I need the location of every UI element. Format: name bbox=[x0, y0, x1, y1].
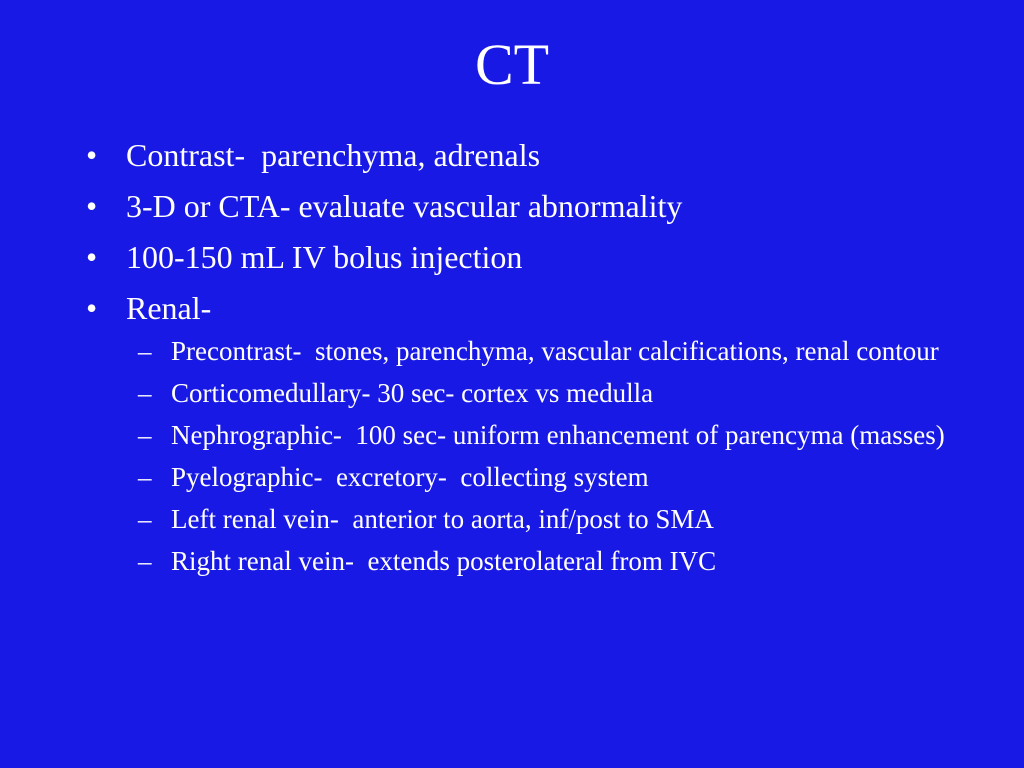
bullet-list bbox=[86, 131, 946, 578]
sub-bullet-item bbox=[138, 461, 946, 494]
sub-bullet-marker: – bbox=[138, 420, 152, 450]
sub-bullet-list bbox=[138, 335, 946, 578]
sub-bullet-text: Corticomedullary- 30 sec- cortex vs medulla bbox=[171, 378, 654, 408]
sub-bullet-text: Nephrographic- 100 sec- uniform enhancement of parencyma (masses) bbox=[171, 420, 945, 450]
bullet-text: Renal- bbox=[126, 290, 212, 326]
sub-bullet-marker: – bbox=[138, 336, 152, 366]
sub-bullet-marker: – bbox=[138, 504, 152, 534]
bullet-item bbox=[86, 131, 946, 179]
sub-bullet-item bbox=[138, 335, 946, 368]
sub-bullet-item bbox=[138, 419, 946, 452]
sub-bullet-text: Right renal vein- extends posterolateral from IVC bbox=[171, 546, 717, 576]
bullet-item bbox=[86, 284, 946, 578]
bullet-text: 3-D or CTA- evaluate vascular abnormality bbox=[126, 188, 683, 224]
sub-bullet-text: Left renal vein- anterior to aorta, inf/post to SMA bbox=[171, 504, 714, 534]
bullet-text: Contrast- parenchyma, adrenals bbox=[126, 137, 541, 173]
bullet-item bbox=[86, 182, 946, 230]
sub-bullet-marker: – bbox=[138, 462, 152, 492]
sub-bullet-item bbox=[138, 377, 946, 410]
bullet-text: 100-150 mL IV bolus injection bbox=[126, 239, 523, 275]
bullet-marker: • bbox=[86, 239, 98, 275]
sub-bullet-text: Precontrast- stones, parenchyma, vascular calcifications, renal contour bbox=[171, 336, 939, 366]
bullet-marker: • bbox=[86, 188, 98, 224]
sub-bullet-text: Pyelographic- excretory- collecting system bbox=[171, 462, 649, 492]
sub-bullet-item bbox=[138, 545, 946, 578]
bullet-marker: • bbox=[86, 290, 98, 326]
sub-bullet-marker: – bbox=[138, 378, 152, 408]
slide-title: CT bbox=[474, 32, 550, 97]
bullet-marker: • bbox=[86, 137, 98, 173]
bullet-item bbox=[86, 233, 946, 281]
sub-bullet-item bbox=[138, 503, 946, 536]
sub-bullet-marker: – bbox=[138, 546, 152, 576]
